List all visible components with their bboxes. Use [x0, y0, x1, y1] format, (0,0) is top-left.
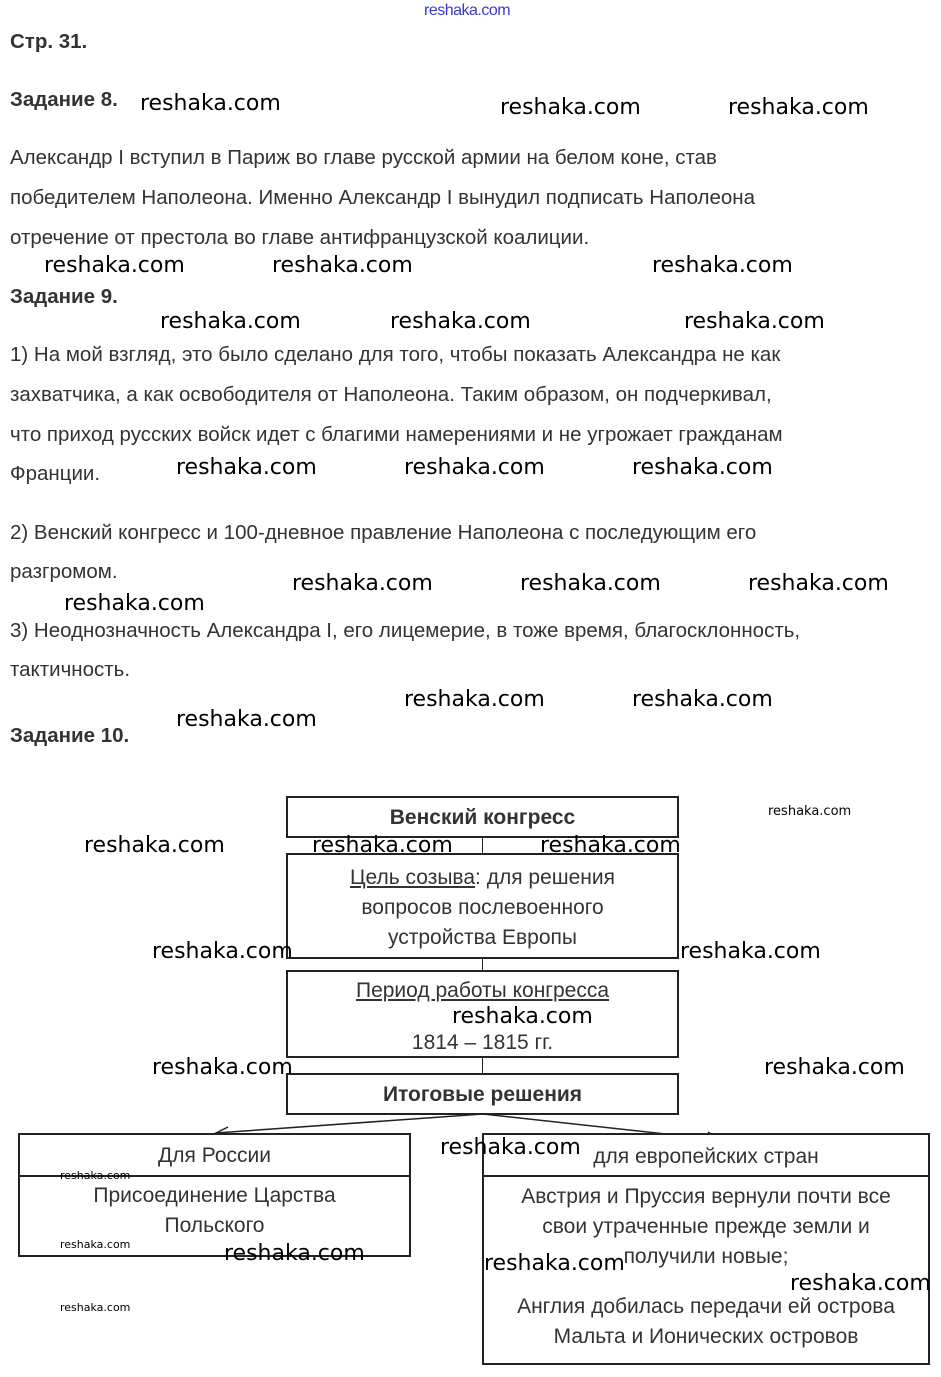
goal-text: вопросов послевоенного	[361, 896, 604, 919]
task9-answer1-line: что приход русских войск идет с благими намерениями и не угрожает гражданам	[10, 423, 783, 446]
diagram-title-box	[286, 796, 679, 838]
watermark: reshaka.com	[404, 687, 545, 712]
watermark: reshaka.com	[60, 1301, 131, 1314]
watermark: reshaka.com	[768, 804, 852, 819]
watermark: reshaka.com	[790, 1271, 931, 1296]
task8-line: отречение от престола во главе антифранцузской коалиции.	[10, 226, 590, 249]
period-value: 1814 – 1815 гг.	[411, 1031, 554, 1054]
europe-text: Мальта и Ионических островов	[553, 1325, 859, 1348]
europe-text: Австрия и Пруссия вернули почти все	[521, 1185, 891, 1208]
results-title: Итоговые решения	[382, 1083, 583, 1106]
watermark: reshaka.com	[60, 1169, 131, 1182]
watermark: reshaka.com	[440, 1135, 581, 1160]
task9-answer1-line: захватчика, а как освободителя от Наполеона. Таким образом, он подчеркивал,	[10, 383, 772, 406]
watermark: reshaka.com	[404, 455, 545, 480]
task8-heading: Задание 8.	[10, 88, 118, 111]
task8-line: Александр I вступил в Париж во главе русской армии на белом коне, став	[10, 146, 717, 169]
watermark: reshaka.com	[500, 95, 641, 120]
watermark: reshaka.com	[152, 1055, 293, 1080]
watermark: reshaka.com	[452, 1004, 593, 1029]
russia-title: Для России	[20, 1135, 409, 1177]
task9-answer1-line: Франции.	[10, 462, 101, 485]
watermark: reshaka.com	[390, 309, 531, 334]
russia-text: Присоединение Царства	[93, 1184, 336, 1207]
goal-text: устройства Европы	[387, 926, 577, 949]
watermark: reshaka.com	[748, 571, 889, 596]
watermark: reshaka.com	[764, 1055, 905, 1080]
task9-answer3-line: 3) Неоднозначность Александра I, его лицемерие, в тоже время, благосклонность,	[10, 619, 801, 642]
watermark: reshaka.com	[632, 455, 773, 480]
watermark: reshaka.com	[176, 707, 317, 732]
watermark: reshaka.com	[540, 833, 681, 858]
watermark: reshaka.com	[424, 2, 511, 19]
task10-heading: Задание 10.	[10, 724, 130, 747]
task8-line: победителем Наполеона. Именно Александр I вынудил подписать Наполеона	[10, 186, 756, 209]
goal-text: : для решения	[475, 866, 615, 889]
watermark: reshaka.com	[312, 833, 453, 858]
watermark: reshaka.com	[632, 687, 773, 712]
watermark: reshaka.com	[652, 253, 793, 278]
europe-title: для европейских стран	[484, 1135, 928, 1177]
goal-box	[286, 853, 679, 959]
watermark: reshaka.com	[84, 833, 225, 858]
task9-answer3-line: тактичность.	[10, 658, 131, 681]
watermark: reshaka.com	[60, 1238, 131, 1251]
watermark: reshaka.com	[728, 95, 869, 120]
goal-label: Цель созыва	[349, 866, 476, 889]
watermark: reshaka.com	[140, 91, 281, 116]
watermark: reshaka.com	[224, 1241, 365, 1266]
watermark: reshaka.com	[176, 455, 317, 480]
results-box	[286, 1073, 679, 1115]
watermark: reshaka.com	[292, 571, 433, 596]
task9-answer2-line: 2) Венский конгресс и 100-дневное правление Наполеона с последующим его	[10, 521, 757, 544]
watermark: reshaka.com	[680, 939, 821, 964]
watermark: reshaka.com	[160, 309, 301, 334]
europe-text: свои утраченные прежде земли и	[542, 1215, 870, 1238]
diagram-title: Венский конгресс	[389, 806, 576, 829]
task9-answer2-line: разгромом.	[10, 560, 118, 583]
watermark: reshaka.com	[272, 253, 413, 278]
russia-text: Польского	[164, 1214, 265, 1237]
watermark: reshaka.com	[684, 309, 825, 334]
page-label: Стр. 31.	[10, 30, 88, 53]
europe-text: получили новые;	[623, 1245, 789, 1268]
task9-answer1-line: 1) На мой взгляд, это было сделано для того, чтобы показать Александра не как	[10, 343, 781, 366]
watermark: reshaka.com	[152, 939, 293, 964]
watermark: reshaka.com	[520, 571, 661, 596]
task9-heading: Задание 9.	[10, 285, 118, 308]
period-label: Период работы конгресса	[355, 979, 610, 1002]
europe-box	[482, 1133, 930, 1365]
watermark: reshaka.com	[64, 591, 205, 616]
watermark: reshaka.com	[484, 1251, 625, 1276]
watermark: reshaka.com	[44, 253, 185, 278]
europe-text: Англия добилась передачи ей острова	[517, 1295, 895, 1318]
